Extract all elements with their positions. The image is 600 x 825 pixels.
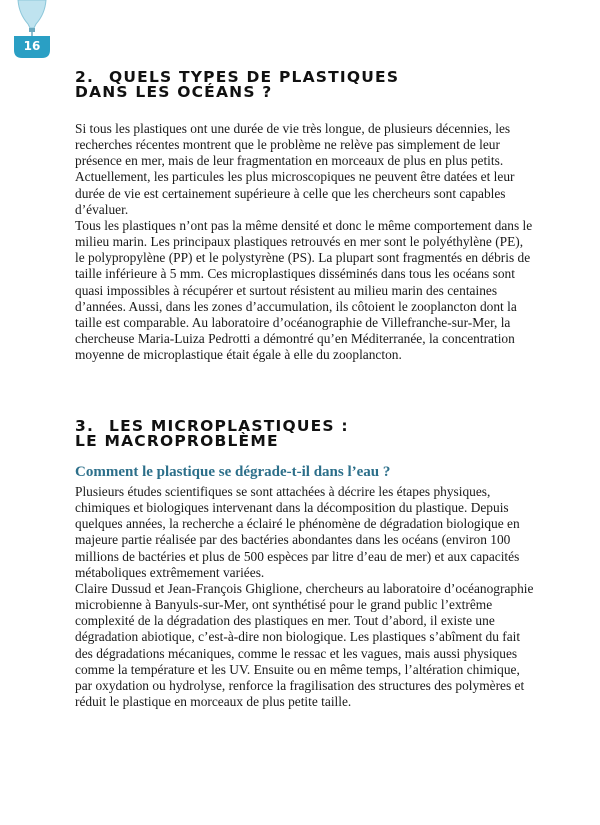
- section-3-body: [75, 484, 535, 710]
- paragraph: Claire Dussud et Jean-François Ghiglione, chercheurs au laboratoire d’océanographie microbienne à Banyuls-sur-Mer, ont synthétisé pour le grand public l’extrême complexité de la dégradation des plastiques en mer. Tout d’abord, il existe une dégradation abiotique, c’est-à-dire non biologique. Les plastiques s’abîment du fait des dégradations mécaniques, comme le ressac et les vagues, mais aussi physiques comme la température et les UV. Ensuite ou en même temps, l’altération chimique, par oxydation ou hydrolyse, renforce la fragilisation des structures des polymères et réduit le plastique en morceaux de plus petite taille.: [75, 580, 534, 710]
- paragraph: Si tous les plastiques ont une durée de vie très longue, de plusieurs décennies, les recherches récentes montrent que le problème ne relève pas simplement de leur présence en mer, mais de leur fragmentation en morceaux de plus en plus petits.: [75, 121, 511, 169]
- section-3-subheading: Comment le plastique se dégrade-t-il dans l’eau ?: [75, 464, 391, 480]
- paragraph: Plusieurs études scientifiques se sont attachées à décrire les étapes physiques, chimiques et biologiques intervenant dans la décomposition du plastique. Depuis quelques années, la recherche a éclairé le phénomène de dégradation biologique en majeure partie réalisée par des bactéries abondantes dans les océans (environ 100 millions de bactéries et plus de 500 espèces par litre d’eau de mer) et aux capacités métaboliques extrêmement variées.: [75, 484, 520, 580]
- section-2-title-line2: DANS LES OCÉANS ?: [75, 83, 273, 101]
- section-2-number: 2.: [75, 68, 95, 86]
- section-3-number: 3.: [75, 417, 95, 435]
- page-number: 16: [23, 39, 41, 53]
- section-3-title-line2: LE MACROPROBLÈME: [75, 432, 279, 450]
- section-3-title-line1: LES MICROPLASTIQUES :: [109, 417, 349, 435]
- page-tab: [14, 0, 50, 60]
- paragraph: Tous les plastiques n’ont pas la même densité et donc le même comportement dans le milieu marin. Les principaux plastiques retrouvés en mer sont le polyéthylène (PE), le polypropylène (PP) et le polystyrène (PS). La plupart sont fragmentés en débris de taille inférieure à 5 mm. Ces microplastiques disséminés dans tous les océans sont quasi impossibles à récupérer et surtout résistent au milieu marin des centaines d’années. Aussi, dans les zones d’accumulation, ils côtoient le zooplancton dont la taille est comparable. Au laboratoire d’océanographie de Villefranche-sur-Mer, la chercheuse Maria-Luiza Pedrotti a démontré qu’en Méditerranée, la concentration moyenne de microplastique était égale à elle du zooplancton.: [75, 217, 533, 363]
- section-2-body: [75, 121, 535, 363]
- section-3-title: [75, 419, 349, 449]
- section-2-title-line1: QUELS TYPES DE PLASTIQUES: [109, 68, 400, 86]
- section-2-title: [75, 70, 399, 100]
- paragraph: Actuellement, les particules les plus microscopiques ne peuvent être datées et leur durée de vie est certainement supérieure à celle que les chercheurs sont capables d’évaluer.: [75, 169, 515, 217]
